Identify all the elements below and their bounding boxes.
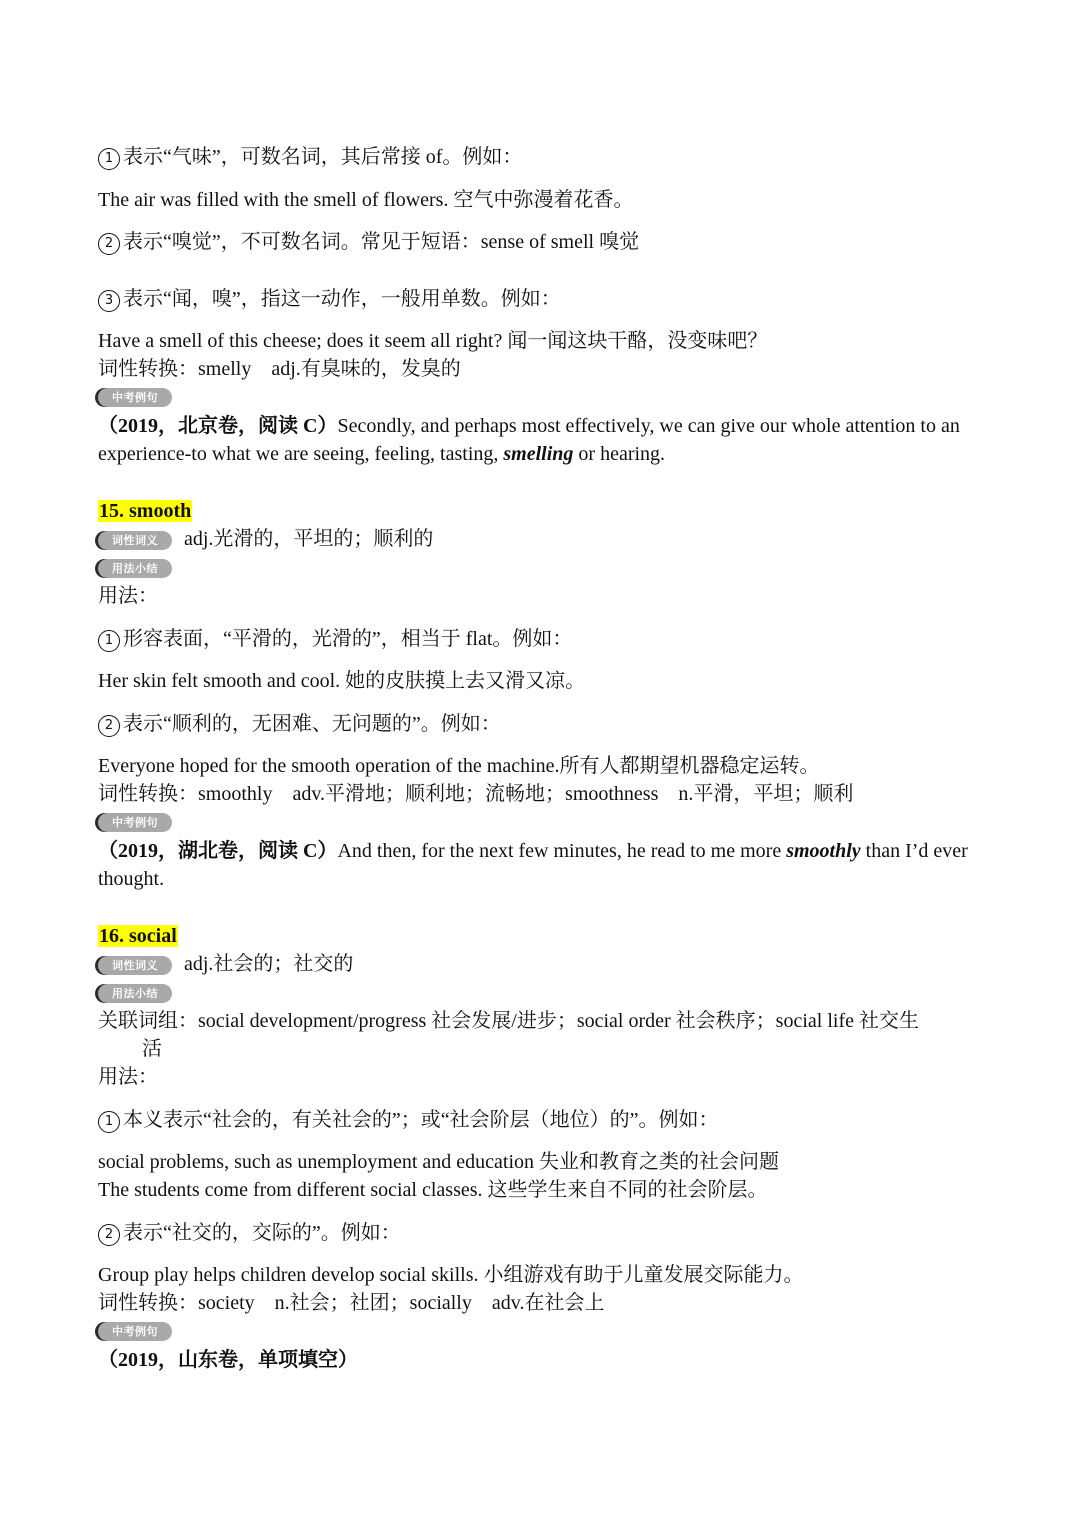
exam-example-tag: 中考例句 [98, 813, 172, 832]
usage-item-1 [98, 625, 572, 653]
exam-source: （2019，湖北卷，阅读 C） [98, 840, 338, 862]
derived-meaning: adj.有臭味的，发臭的 [271, 358, 461, 380]
example-sentence: social problems, such as unemployment and education 失业和教育之类的社会问题 [98, 1151, 780, 1173]
exam-keyword: smelling [503, 443, 574, 465]
usage-item-2 [98, 228, 639, 256]
derived-meaning: n.平滑，平坦；顺利 [678, 783, 854, 805]
usage-label: 用法： [98, 585, 158, 607]
usage-tag: 用法小结 [98, 984, 172, 1003]
exam-example [98, 412, 982, 468]
usage-tag: 用法小结 [98, 559, 172, 578]
example-sentence: Group play helps children develop social skills. 小组游戏有助于儿童发展交际能力。 [98, 1264, 804, 1286]
example-sentence: The students come from different social classes. 这些学生来自不同的社会阶层。 [98, 1179, 768, 1201]
usage-item-1 [98, 143, 522, 171]
usage-text: 表示“社交的，交际的”。例如： [123, 1222, 401, 1244]
example-sentence: The air was filled with the smell of flowers. 空气中弥漫着花香。 [98, 189, 634, 211]
related-phrases: 关联词组：social development/progress 社会发展/进步；social order 社会秩序；social life 社交生 [98, 1010, 919, 1032]
usage-text: 表示“气味”，可数名词，其后常接 of。例如： [123, 146, 523, 168]
circled-number: 3 [98, 290, 120, 312]
derived-word: smelly [198, 358, 252, 380]
example-sentence: Have a smell of this cheese; does it seem all right? 闻一闻这块干酪，没变味吧？ [98, 330, 768, 352]
usage-item-3 [98, 285, 561, 313]
circled-number: 1 [98, 630, 120, 652]
word-conversion [98, 1289, 604, 1317]
heading-text: 15. smooth [99, 500, 192, 522]
word-heading [98, 922, 178, 950]
usage-item-2 [98, 710, 501, 738]
circled-number: 2 [98, 1224, 120, 1246]
circled-number: 2 [98, 715, 120, 737]
meaning-tag: 词性词义 [98, 531, 172, 550]
usage-text: 本义表示“社会的，有关社会的”；或“社会阶层（地位）的”。例如： [123, 1109, 719, 1131]
usage-text: 形容表面，“平滑的，光滑的”，相当于 flat。例如： [123, 628, 573, 650]
word-conversion [98, 355, 461, 383]
derived-meaning: adv.平滑地；顺利地；流畅地；smoothness [292, 783, 659, 805]
circled-number: 1 [98, 148, 120, 170]
exam-text: or hearing. [573, 443, 666, 465]
conversion-label: 词性转换： [98, 1292, 198, 1314]
exam-keyword: smoothly [786, 840, 861, 862]
example-sentence: Her skin felt smooth and cool. 她的皮肤摸上去又滑又凉。 [98, 670, 586, 692]
derived-meaning: n.社会；社团；socially [274, 1292, 472, 1314]
related-phrases-cont: 活 [142, 1038, 162, 1060]
usage-item-1 [98, 1106, 719, 1134]
usage-item-2 [98, 1219, 401, 1247]
circled-number: 2 [98, 233, 120, 255]
example-sentence: Everyone hoped for the smooth operation of the machine.所有人都期望机器稳定运转。 [98, 755, 820, 777]
heading-text: 16. social [99, 925, 177, 947]
derived-meaning: adv.在社会上 [491, 1292, 605, 1314]
exam-source: （2019，山东卷，单项填空） [98, 1349, 358, 1371]
conversion-label: 词性转换： [98, 783, 198, 805]
usage-label: 用法： [98, 1066, 158, 1088]
circled-number: 1 [98, 1111, 120, 1133]
exam-source: （2019，北京卷，阅读 C） [98, 415, 338, 437]
usage-text: 表示“嗅觉”，不可数名词。常见于短语：sense of smell 嗅觉 [123, 231, 640, 253]
word-meaning: adj.光滑的，平坦的；顺利的 [184, 528, 434, 550]
word-heading [98, 497, 192, 525]
exam-text: Secondly, and perhaps most effectively, we can give our whole attention to an experience-to what we are seeing, feeling, tasting, [98, 415, 960, 465]
derived-word: society [198, 1292, 255, 1314]
exam-example-tag: 中考例句 [98, 1322, 172, 1341]
word-meaning: adj.社会的；社交的 [184, 953, 354, 975]
meaning-tag: 词性词义 [98, 956, 172, 975]
usage-text: 表示“顺利的，无困难、无问题的”。例如： [123, 713, 501, 735]
exam-text: than I’d ever thought. [98, 840, 968, 890]
conversion-label: 词性转换： [98, 358, 198, 380]
usage-text: 表示“闻，嗅”，指这一动作，一般用单数。例如： [123, 288, 561, 310]
word-conversion [98, 780, 853, 808]
exam-example [98, 837, 982, 893]
exam-example-tag: 中考例句 [98, 388, 172, 407]
derived-word: smoothly [198, 783, 273, 805]
exam-text: And then, for the next few minutes, he read to me more [337, 840, 787, 862]
